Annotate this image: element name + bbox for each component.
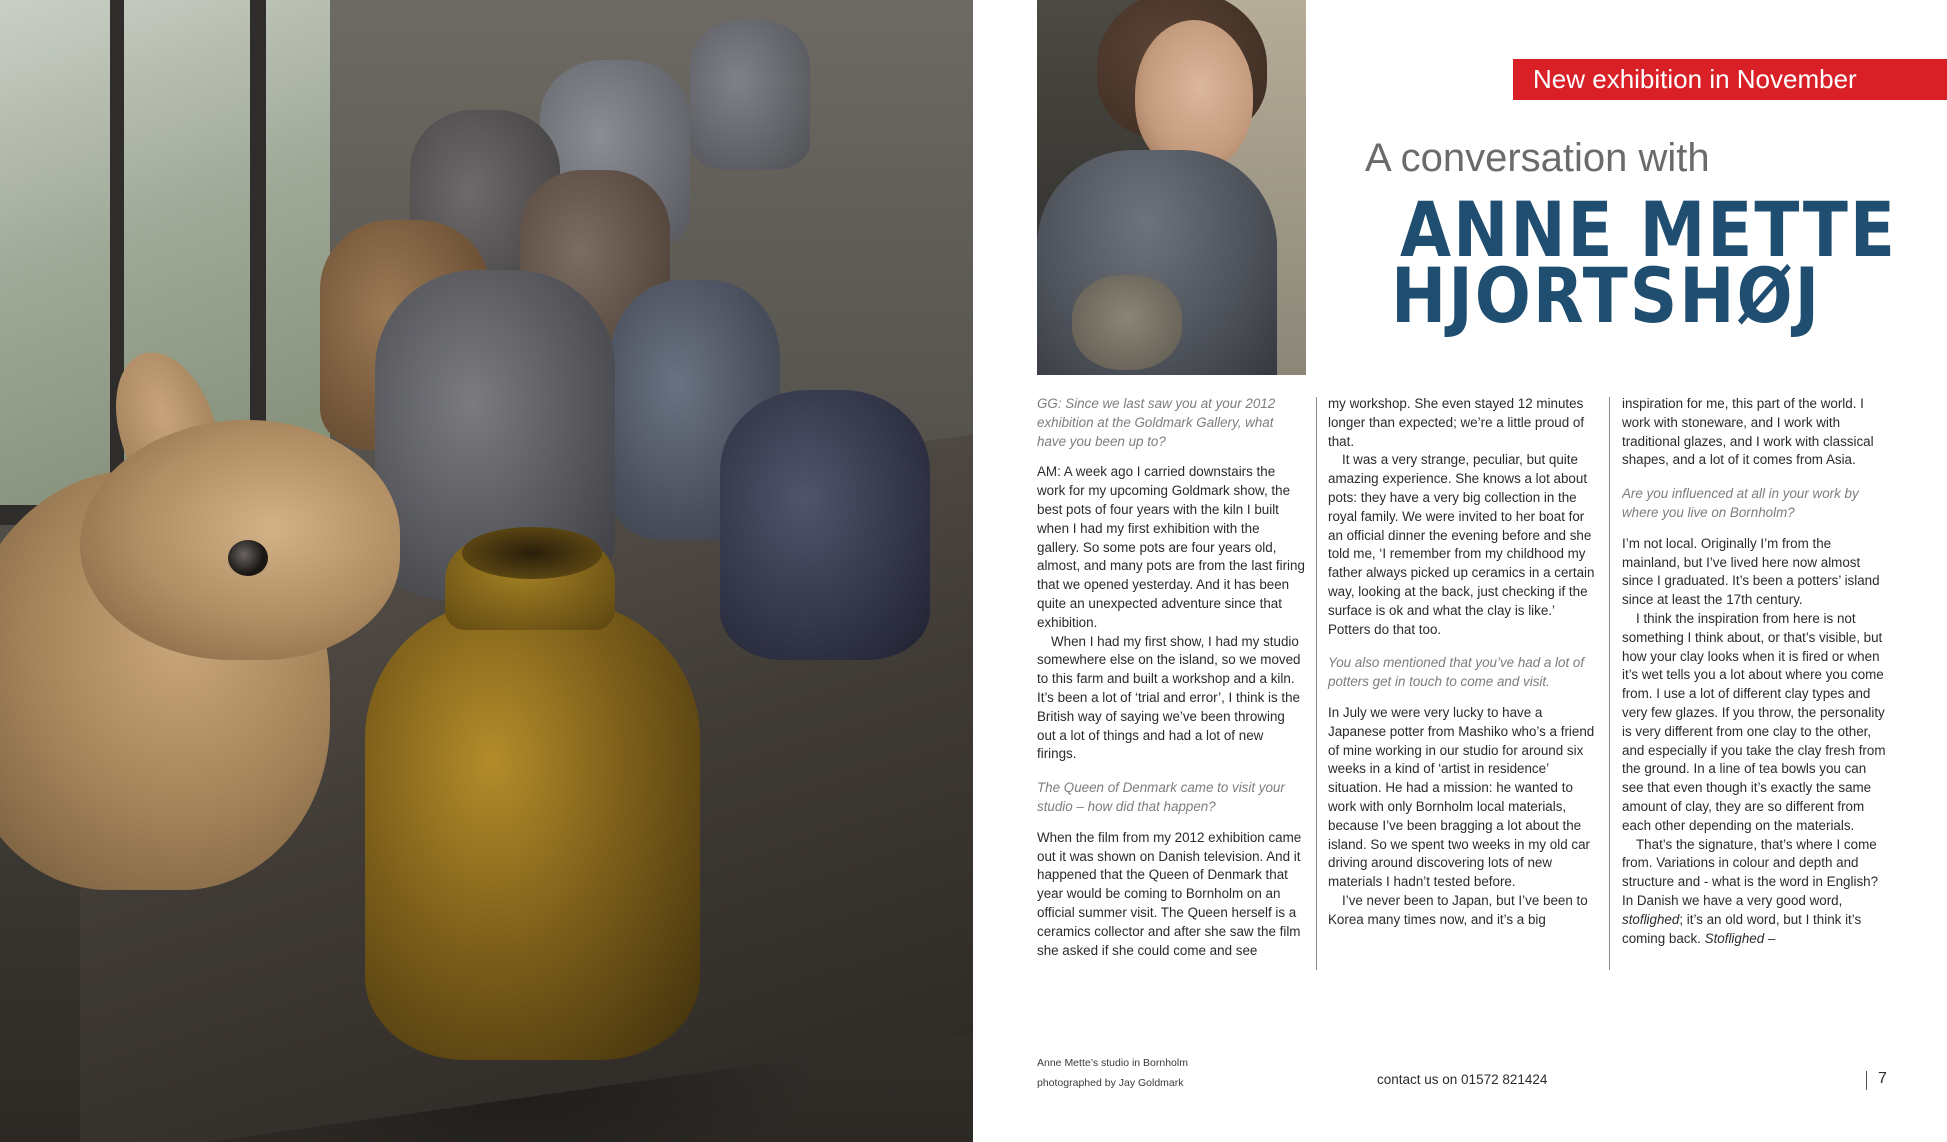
answer-paragraph: I think the inspiration from here is not something I think about, or that’s visible, but how your clay looks when it is fired or when it’s wet tells you a lot about where you come from. I use a lot of different clay types and very few glazes. If you throw, the personality is very different from one clay to the other, and especially if you take the clay fresh from the ground. In a line of tea bowls you can see that even though it’s exactly the same amount of clay, they are so different from each other depending on the materials. — [1622, 610, 1886, 833]
rabbit-head — [80, 420, 400, 660]
answer-paragraph: inspiration for me, this part of the world. I work with stoneware, and I work with traditional glazes, and I work with classical shapes, and a lot of it comes from Asia. — [1622, 396, 1874, 468]
answer-paragraph: In July we were very lucky to have a Japanese potter from Mashiko who’s a friend of mine working in our studio for around six weeks in a kind of ‘artist in residence’ situation. He had a mission: he wanted to work with only Bornholm local materials, because I’ve been bragging a lot about the island. So we spent two weeks in my old car driving around discovering lots of new materials I hadn’t tested before. — [1328, 704, 1595, 890]
question: Are you influenced at all in your work by where you live on Bornholm? — [1622, 486, 1859, 520]
exhibition-banner: New exhibition in November — [1513, 59, 1947, 100]
answer-paragraph: I’ve never been to Japan, but I’ve been to Korea many times now, and it’s a big — [1328, 892, 1588, 927]
danish-word: Stoflighed – — [1704, 930, 1776, 946]
answer-paragraph: It was a very strange, peculiar, but quite amazing experience. She knows a lot about pots: they have a very big collection in the royal family. We were invited to her boat for an official dinner the evening before and she told me, ‘I remember from my childhood my father always picked up ceramics in a certain way, looking at the back, just checking if the surface is ok and what the clay is like.’ Potters do that too. — [1328, 452, 1595, 637]
caption-line: Anne Mette’s studio in Bornholm — [1037, 1057, 1188, 1069]
answer-paragraph: my workshop. She even stayed 12 minutes longer than expected; we’re a little proud of that. — [1328, 396, 1585, 449]
answer-paragraph: AM: A week ago I carried downstairs the work for my upcoming Goldmark show, the best pots of four years with the kiln I built when I had my first exhibition with the gallery. So some pots are four years old, almost, and many pots are from the last firing that we opened yesterday. And it has been quite an unexpected adventure since that exhibition. — [1037, 464, 1305, 630]
studio-photo — [0, 0, 973, 1142]
article-column-2 — [1328, 395, 1596, 930]
foreground-vase-mouth — [462, 527, 602, 579]
portrait-face — [1135, 20, 1253, 170]
vase — [720, 390, 930, 660]
photo-caption — [1037, 1053, 1188, 1093]
question: You also mentioned that you’ve had a lot of potters get in touch to come and visit. — [1328, 655, 1585, 690]
foreground-vase — [365, 600, 700, 1060]
caption-line: photographed by Jay Goldmark — [1037, 1077, 1184, 1089]
answer-paragraph: I’m not local. Originally I’m from the mainland, but I’ve lived here now almost since I graduated. It’s been a potters’ island since at least the 17th century. — [1622, 535, 1880, 608]
answer-paragraph — [1622, 836, 1890, 949]
vase — [690, 20, 810, 170]
artist-portrait — [1037, 0, 1306, 375]
answer-text: ; it’s an old word, but I think it’s coming back. — [1622, 911, 1862, 946]
article-column-1 — [1037, 395, 1305, 960]
page-number: 7 — [1878, 1070, 1887, 1087]
danish-word: stoflighed — [1622, 911, 1680, 927]
column-rule — [1609, 397, 1610, 970]
answer-paragraph: When I had my first show, I had my studio somewhere else on the island, so we moved to this farm and built a workshop and a kiln. It’s been a lot of ‘trial and error’, I think is the British way of saying we’ve been throwing out a lot of things and had a lot of new firings. — [1037, 633, 1301, 762]
page-number-divider — [1866, 1071, 1867, 1090]
title-intro: A conversation with — [1365, 136, 1710, 180]
answer-paragraph: When the film from my 2012 exhibition came out it was shown on Danish television. And it happened that the Queen of Denmark that year would be coming to Bornholm on an official summer visit. The Queen herself is a ceramics collector and after she saw the film she asked if she could come and see — [1037, 829, 1302, 958]
column-rule — [1316, 397, 1317, 970]
portrait-cat — [1072, 275, 1182, 370]
question: GG: Since we last saw you at your 2012 exhibition at the Goldmark Gallery, what have you been up to? — [1037, 396, 1276, 449]
title-name-line1: ANNE METTE — [1400, 186, 1898, 275]
question: The Queen of Denmark came to visit your studio – how did that happen? — [1037, 780, 1285, 814]
title-name-line2: HJORTSHØJ — [1391, 252, 1822, 341]
rabbit-eye — [228, 540, 268, 576]
answer-text: That’s the signature, that’s where I come from. Variations in colour and depth and structure and - what is the word in English? In Danish we have a very good word, — [1622, 836, 1879, 908]
article-column-3 — [1622, 395, 1890, 948]
contact-info: contact us on 01572 821424 — [1377, 1072, 1548, 1087]
